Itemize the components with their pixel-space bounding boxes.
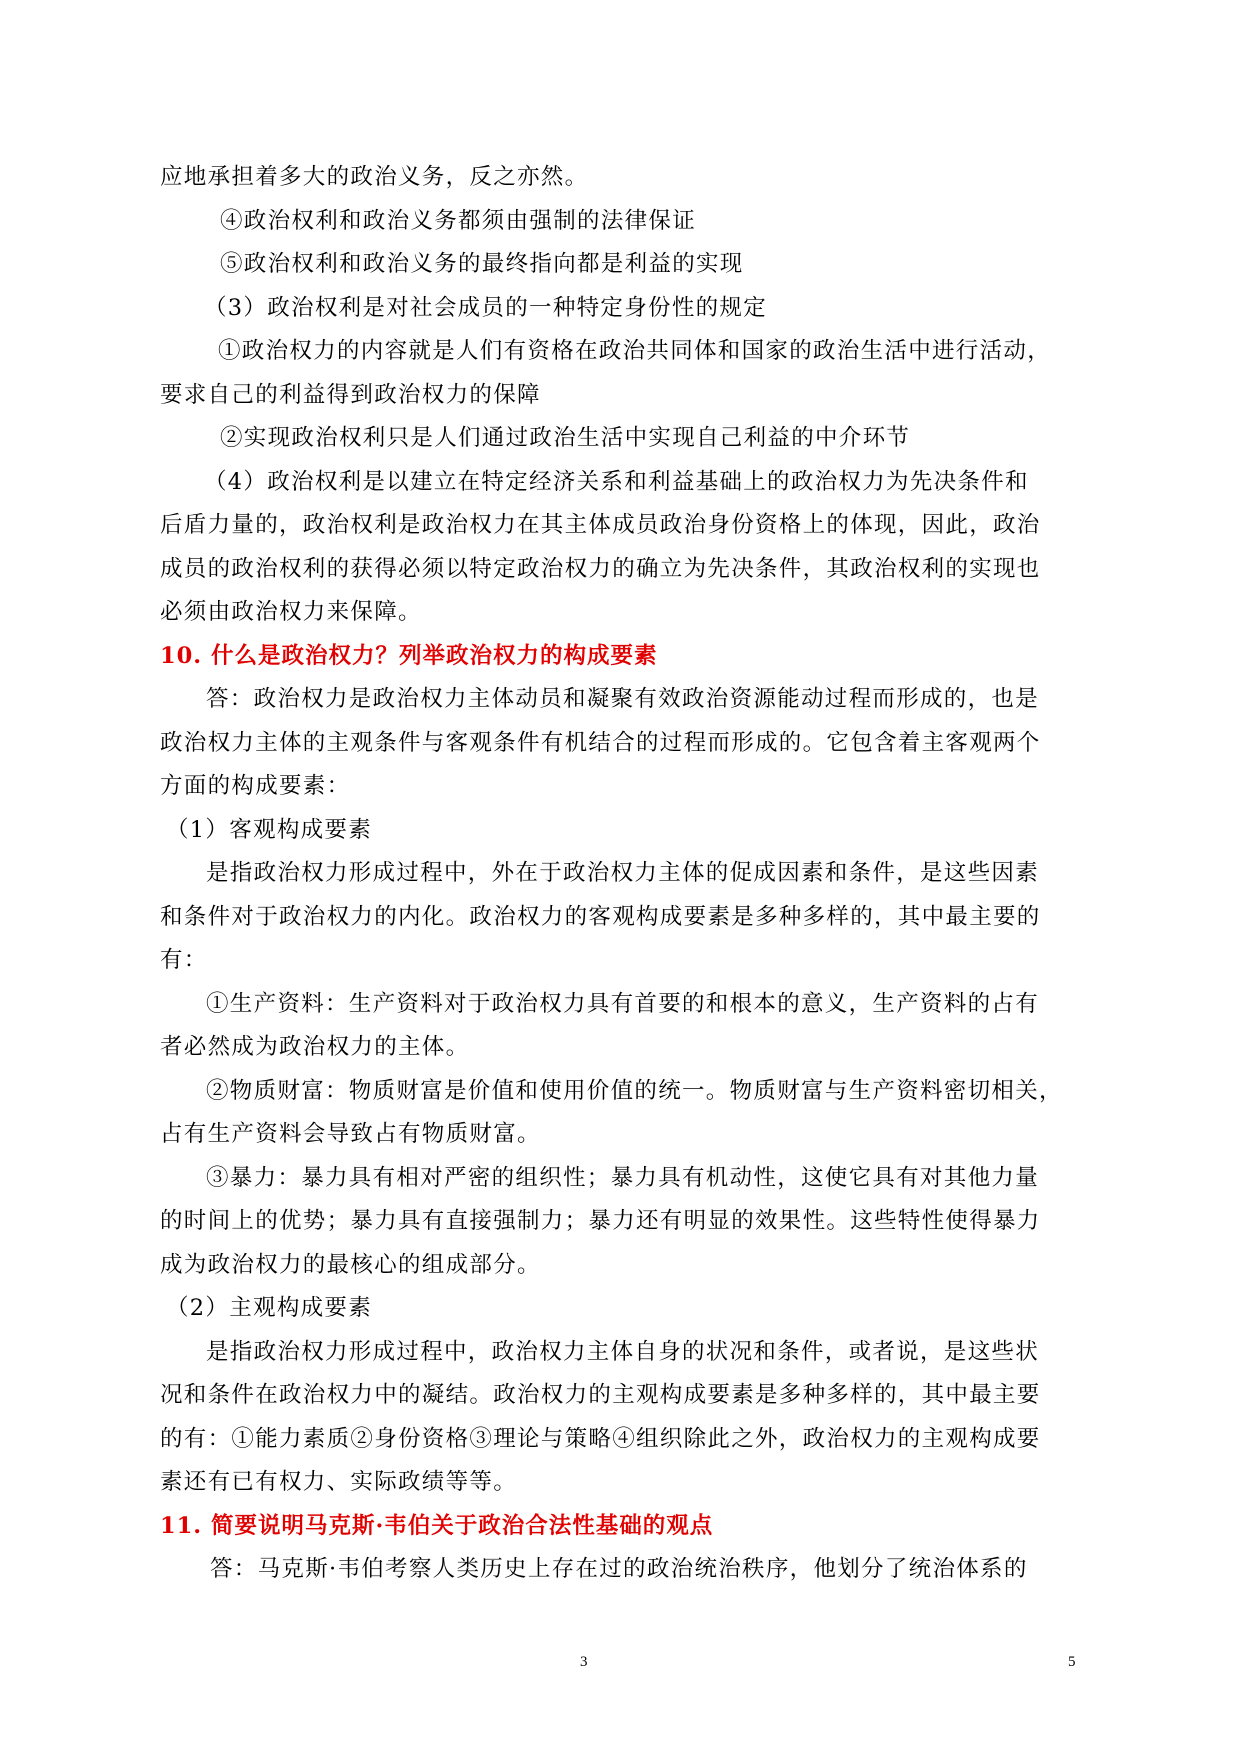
text-line: 况和条件在政治权力中的凝结。政治权力的主观构成要素是多种多样的，其中最主要 bbox=[160, 1382, 1041, 1408]
text-line: 应地承担着多大的政治义务，反之亦然。 bbox=[160, 164, 589, 190]
text-line: 和条件对于政治权力的内化。政治权力的客观构成要素是多种多样的，其中最主要的 bbox=[160, 903, 1041, 930]
text-line: （2）主观构成要素 bbox=[166, 1295, 373, 1321]
text-line: 的有：①能力素质②身份资格③理论与策略④组织除此之外，政治权力的主观构成要 bbox=[160, 1425, 1041, 1452]
page-number-center: 3 bbox=[580, 1654, 588, 1670]
question-heading: 10. 什么是政治权力？列举政治权力的构成要素 bbox=[160, 642, 658, 669]
text-line: 成员的政治权利的获得必须以特定政治权力的确立为先决条件，其政治权利的实现也 bbox=[160, 555, 1041, 582]
text-line: 政治权力主体的主观条件与客观条件有机结合的过程而形成的。它包含着主客观两个 bbox=[160, 729, 1041, 756]
text-line: （4）政治权利是以建立在特定经济关系和利益基础上的政治权力为先决条件和 bbox=[204, 468, 1029, 495]
document-body bbox=[160, 156, 1090, 1592]
text-line: 答：政治权力是政治权力主体动员和凝聚有效政治资源能动过程而形成的，也是 bbox=[206, 686, 1040, 712]
text-line: （3）政治权利是对社会成员的一种特定身份性的规定 bbox=[204, 294, 768, 321]
question-heading: 11. 简要说明马克斯·韦伯关于政治合法性基础的观点 bbox=[160, 1512, 714, 1539]
text-line: 者必然成为政治权力的主体。 bbox=[160, 1034, 470, 1060]
text-line: 成为政治权力的最核心的组成部分。 bbox=[160, 1251, 541, 1278]
text-line: 占有生产资料会导致占有物质财富。 bbox=[160, 1121, 541, 1147]
text-line: ⑤政治权利和政治义务的最终指向都是利益的实现 bbox=[220, 251, 744, 277]
text-line: 的时间上的优势；暴力具有直接强制力；暴力还有明显的效果性。这些特性使得暴力 bbox=[160, 1208, 1041, 1234]
text-line: 要求自己的利益得到政治权力的保障 bbox=[160, 381, 541, 408]
text-line: ②物质财富：物质财富是价值和使用价值的统一。物质财富与生产资料密切相关， bbox=[206, 1077, 1063, 1104]
text-line: 方面的构成要素： bbox=[160, 773, 351, 799]
text-line: 是指政治权力形成过程中，外在于政治权力主体的促成因素和条件，是这些因素 bbox=[206, 860, 1040, 886]
page-number-right: 5 bbox=[1068, 1654, 1076, 1670]
text-line: 必须由政治权力来保障。 bbox=[160, 599, 422, 625]
text-line: ④政治权利和政治义务都须由强制的法律保证 bbox=[220, 207, 697, 234]
text-line: 答：马克斯·韦伯考察人类历史上存在过的政治统治秩序，他划分了统治体系的 bbox=[210, 1556, 1028, 1582]
text-line: ②实现政治权利只是人们通过政治生活中实现自己利益的中介环节 bbox=[220, 425, 911, 451]
text-line: ①生产资料：生产资料对于政治权力具有首要的和根本的意义，生产资料的占有 bbox=[206, 990, 1040, 1017]
text-line: 是指政治权力形成过程中，政治权力主体自身的状况和条件，或者说，是这些状 bbox=[206, 1338, 1040, 1365]
text-line: 有： bbox=[160, 947, 208, 973]
text-line: 素还有已有权力、实际政绩等等。 bbox=[160, 1469, 518, 1495]
text-line: 后盾力量的，政治权利是政治权力在其主体成员政治身份资格上的体现，因此，政治 bbox=[160, 512, 1041, 538]
text-line: ①政治权力的内容就是人们有资格在政治共同体和国家的政治生活中进行活动， bbox=[218, 338, 1052, 364]
text-line: ③暴力：暴力具有相对严密的组织性；暴力具有机动性，这使它具有对其他力量 bbox=[206, 1164, 1040, 1191]
text-line: （1）客观构成要素 bbox=[166, 816, 373, 843]
